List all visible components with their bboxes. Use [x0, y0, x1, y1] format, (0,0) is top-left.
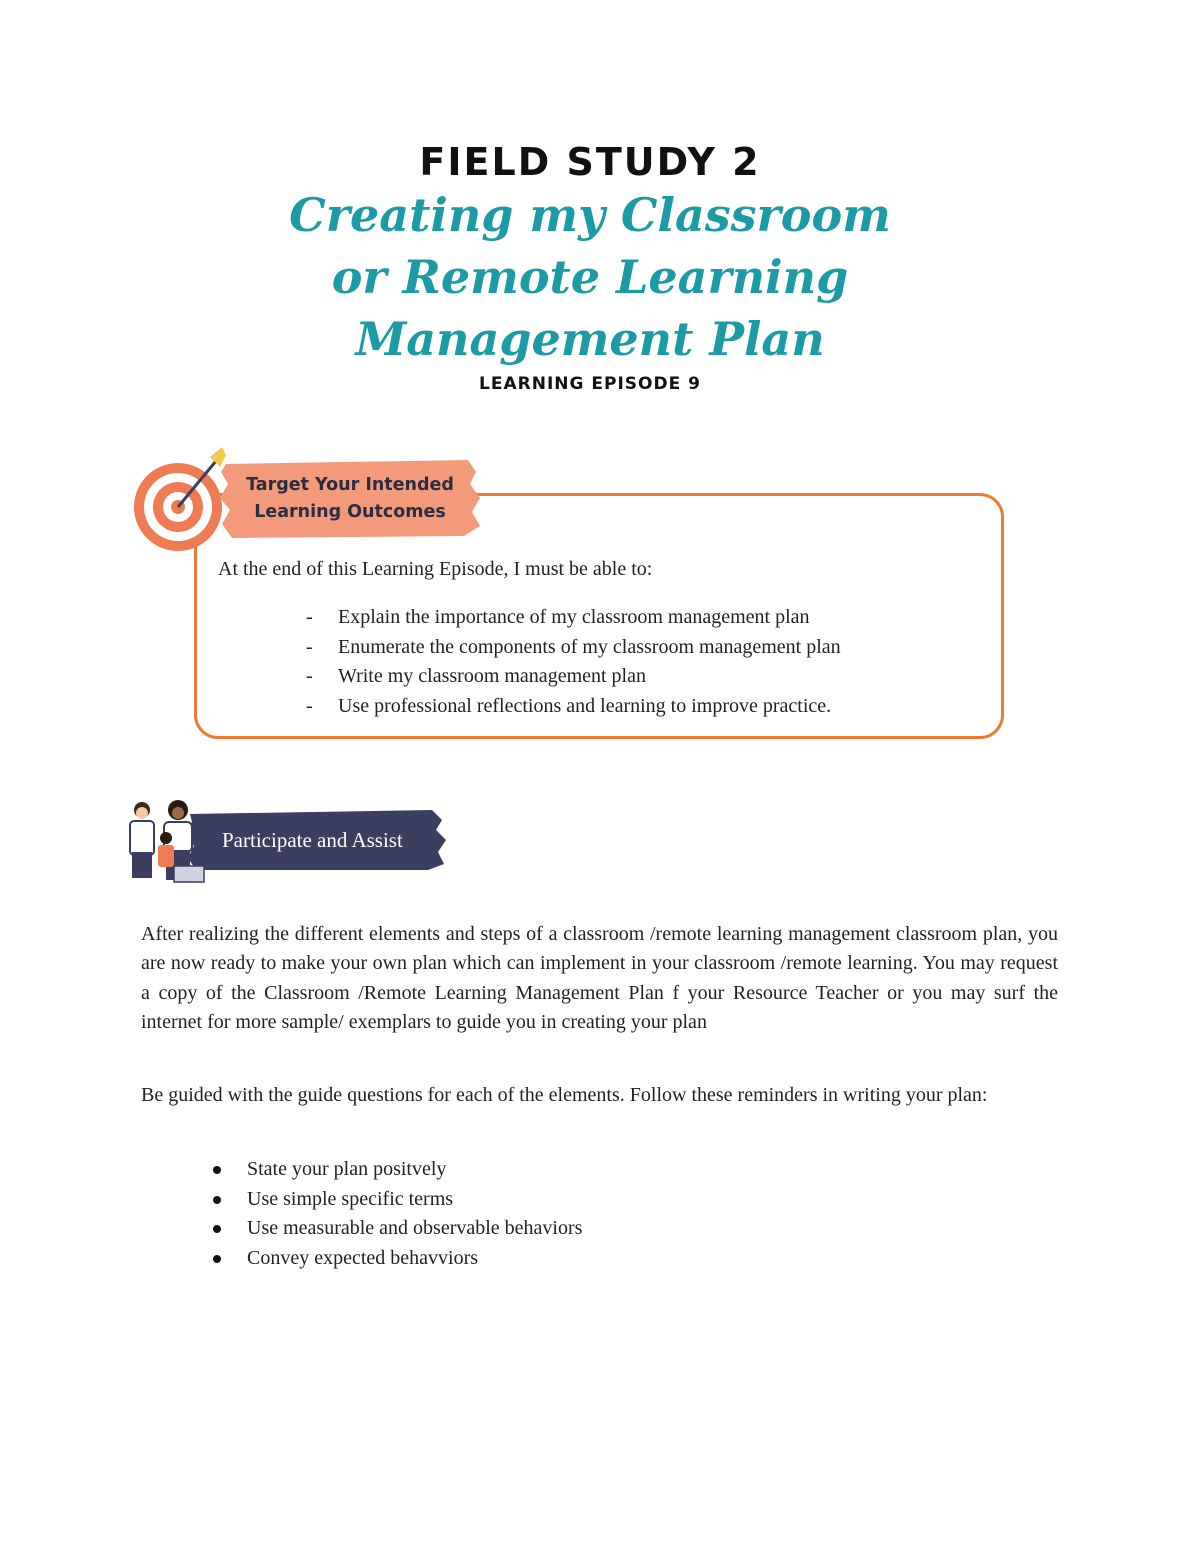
list-item: State your plan positvely: [210, 1155, 582, 1185]
outcomes-list: [300, 603, 841, 721]
bullet-icon: [213, 1166, 221, 1174]
dash-marker: -: [306, 694, 313, 717]
instructions-paragraph: After realizing the different elements and steps of a classroom /remote learning management classroom plan, you are now ready to make your own plan which can implement in your classroom /remote learning. You may request a copy of the Classroom /Remote Learning Management Plan f your Resource Teacher or you may surf the internet for more sample/ exemplars to guide you in creating your plan: [141, 923, 1058, 1033]
reminders-list: [210, 1155, 582, 1273]
list-item: Use measurable and observable behaviors: [210, 1214, 582, 1244]
episode-title-line-3: Management Plan: [355, 312, 825, 366]
episode-title-line-1: Creating my Classroom: [289, 188, 891, 242]
outcomes-intro: At the end of this Learning Episode, I must be able to:: [218, 558, 653, 580]
episode-title-line-2: or Remote Learning: [331, 250, 849, 304]
dash-marker: -: [306, 606, 313, 628]
bullet-icon: [213, 1255, 221, 1263]
participate-badge-label: Participate and Assist: [222, 828, 403, 852]
dash-marker: -: [306, 665, 313, 687]
list-item: - Write my classroom management plan: [300, 662, 841, 692]
episode-number: LEARNING EPISODE 9: [479, 374, 701, 394]
list-item: - Explain the importance of my classroom management plan: [300, 603, 841, 633]
guide-paragraph: Be guided with the guide questions for each of the elements. Follow these reminders in writing your plan:: [141, 1084, 988, 1106]
list-item: - Enumerate the components of my classroom management plan: [300, 633, 841, 663]
list-item: - Use professional reflections and learning to improve practice.: [300, 692, 841, 722]
list-item: Use simple specific terms: [210, 1185, 582, 1215]
course-title: FIELD STUDY 2: [419, 140, 761, 184]
bullet-icon: [213, 1196, 221, 1204]
list-item: Convey expected behavviors: [210, 1244, 582, 1274]
outcomes-badge-label: Target Your Intended Learning Outcomes: [246, 475, 454, 522]
dash-marker: -: [306, 635, 313, 658]
people-illustration-icon: [118, 796, 218, 888]
bullet-icon: [213, 1225, 221, 1233]
title-block: [0, 140, 1200, 394]
